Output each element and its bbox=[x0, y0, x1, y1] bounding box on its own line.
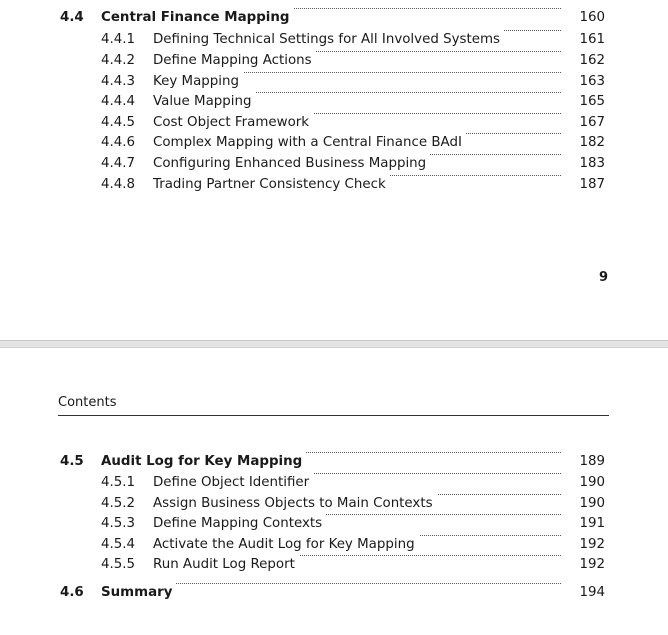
section-number: 4.5 bbox=[60, 454, 84, 469]
page-reference: 161 bbox=[579, 32, 605, 47]
page-reference: 189 bbox=[579, 454, 605, 469]
section-title: Summary bbox=[101, 583, 176, 603]
section-number: 4.5.4 bbox=[101, 537, 136, 552]
toc-subsection-entry bbox=[0, 133, 668, 153]
section-number: 4.4.6 bbox=[101, 135, 136, 150]
toc-subsection-entry bbox=[0, 473, 668, 493]
toc-subsection-entry bbox=[0, 514, 668, 534]
toc-section-entry bbox=[0, 452, 668, 472]
section-number: 4.6 bbox=[60, 585, 84, 600]
section-title: Cost Object Framework bbox=[153, 113, 313, 133]
section-title: Audit Log for Key Mapping bbox=[101, 452, 306, 472]
section-number: 4.5.3 bbox=[101, 516, 136, 531]
section-title: Run Audit Log Report bbox=[153, 555, 299, 575]
toc-subsection-entry bbox=[0, 51, 668, 71]
page-reference: 190 bbox=[579, 496, 605, 511]
toc-subsection-entry bbox=[0, 113, 668, 133]
section-title: Define Mapping Contexts bbox=[153, 514, 326, 534]
toc-subsection-entry bbox=[0, 175, 668, 195]
section-title: Define Mapping Actions bbox=[153, 51, 316, 71]
toc-subsection-entry bbox=[0, 30, 668, 50]
section-title: Trading Partner Consistency Check bbox=[153, 175, 390, 195]
section-number: 4.5.1 bbox=[101, 475, 136, 490]
page-reference: 183 bbox=[579, 156, 605, 171]
section-number: 4.5.2 bbox=[101, 496, 136, 511]
page-reference: 163 bbox=[579, 74, 605, 89]
section-number: 4.4.7 bbox=[101, 156, 136, 171]
section-number: 4.4.4 bbox=[101, 94, 136, 109]
toc-subsection-entry bbox=[0, 494, 668, 514]
section-title: Assign Business Objects to Main Contexts bbox=[153, 494, 437, 514]
toc-section-entry bbox=[0, 8, 668, 28]
page-reference: 192 bbox=[579, 557, 605, 572]
section-title: Activate the Audit Log for Key Mapping bbox=[153, 535, 419, 555]
page-reference: 187 bbox=[579, 177, 605, 192]
toc-page-bottom bbox=[0, 348, 668, 635]
section-number: 4.4 bbox=[60, 10, 84, 25]
toc-section-entry bbox=[0, 583, 668, 603]
section-number: 4.4.2 bbox=[101, 53, 136, 68]
toc-subsection-entry bbox=[0, 555, 668, 575]
section-title: Defining Technical Settings for All Involved Systems bbox=[153, 30, 504, 50]
section-title: Complex Mapping with a Central Finance BAdI bbox=[153, 133, 466, 153]
section-title: Key Mapping bbox=[153, 72, 243, 92]
toc-subsection-entry bbox=[0, 72, 668, 92]
header-rule bbox=[58, 415, 609, 416]
page-reference: 192 bbox=[579, 537, 605, 552]
section-number: 4.5.5 bbox=[101, 557, 136, 572]
page-reference: 182 bbox=[579, 135, 605, 150]
page-number: 9 bbox=[598, 270, 608, 285]
toc-subsection-entry bbox=[0, 535, 668, 555]
page-separator bbox=[0, 340, 668, 348]
toc-subsection-entry bbox=[0, 92, 668, 112]
toc-subsection-entry bbox=[0, 154, 668, 174]
page-reference: 165 bbox=[579, 94, 605, 109]
section-title: Define Object Identifier bbox=[153, 473, 313, 493]
page-reference: 194 bbox=[579, 585, 605, 600]
page-reference: 191 bbox=[579, 516, 605, 531]
page-reference: 190 bbox=[579, 475, 605, 490]
page-reference: 162 bbox=[579, 53, 605, 68]
section-number: 4.4.5 bbox=[101, 115, 136, 130]
page-reference: 160 bbox=[579, 10, 605, 25]
section-title: Value Mapping bbox=[153, 92, 256, 112]
section-title: Configuring Enhanced Business Mapping bbox=[153, 154, 430, 174]
section-number: 4.4.3 bbox=[101, 74, 136, 89]
section-number: 4.4.8 bbox=[101, 177, 136, 192]
section-title: Central Finance Mapping bbox=[101, 8, 294, 28]
page-reference: 167 bbox=[579, 115, 605, 130]
section-number: 4.4.1 bbox=[101, 32, 136, 47]
running-head: Contents bbox=[58, 395, 117, 410]
